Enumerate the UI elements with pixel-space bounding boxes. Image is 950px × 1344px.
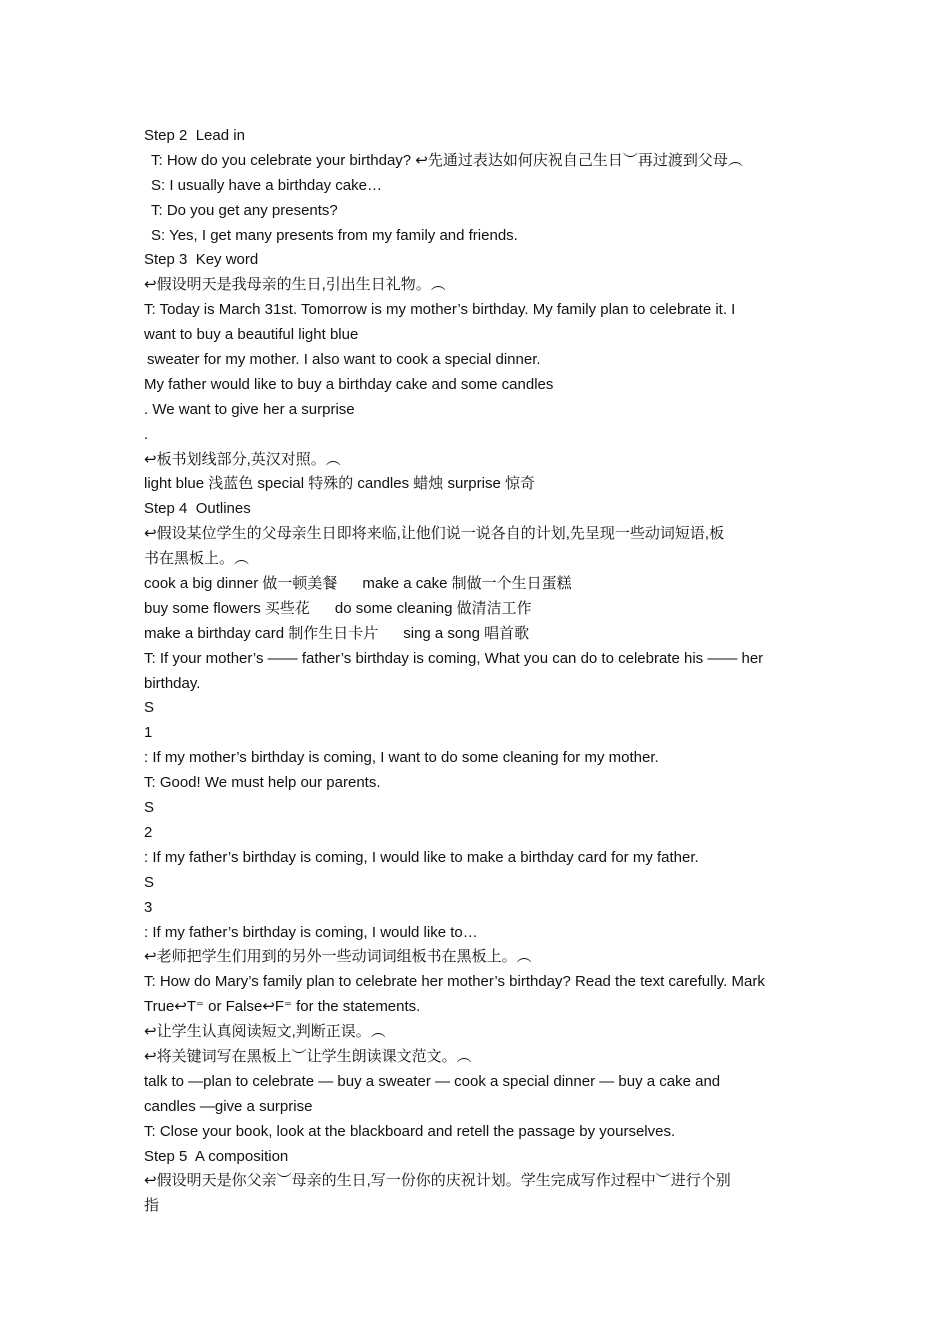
teacher-note: ↩假设明天是我母亲的生日,引出生日礼物。︵ [144,276,446,294]
text-line: 2 [144,823,153,841]
teacher-note: 书在黑板上。︵ [144,550,250,568]
phrase-line: buy some flowers 买些花 do some cleaning 做清洁工作 [144,599,532,617]
text-line: 3 [144,898,153,916]
teacher-note: ↩将关键词写在黑板上︶让学生朗读课文范文。︵ [144,1047,472,1065]
text-line: want to buy a beautiful light blue [144,326,359,344]
text-line: T: Good! We must help our parents. [144,774,381,792]
step-4-heading: Step 4 Outlines [144,500,251,518]
text-line: birthday. [144,674,201,692]
step-5-heading: Step 5 A composition [144,1147,289,1165]
text-line: T: How do Mary’s family plan to celebrate her mother’s birthday? Read the text carefully. Mark [144,973,765,991]
text-line: candles —give a surprise [144,1097,313,1115]
teacher-note: ↩假设某位学生的父母亲生日即将来临,让他们说一说各自的计划,先呈现一些动词短语,板 [144,525,725,543]
text-line: . We want to give her a surprise [144,400,355,418]
text-line: T: Close your book, look at the blackboard and retell the passage by yourselves. [144,1122,676,1140]
dialogue-line: T: Do you get any presents? [151,201,338,219]
phrase-line: make a birthday card 制作生日卡片 sing a song 唱首歌 [144,624,530,642]
text-line: . [144,425,149,443]
text-line: T: If your mother’s —— father’s birthday is coming, What you can do to celebrate his —— her [144,649,764,667]
text-line: sweater for my mother. I also want to cook a special dinner. [147,351,541,369]
dialogue-line: S: Yes, I get many presents from my family and friends. [151,226,518,244]
text-line: : If my mother’s birthday is coming, I want to do some cleaning for my mother. [144,749,659,767]
document-page [144,124,824,1219]
text-line: S [144,799,155,817]
text-line: T: Today is March 31st. Tomorrow is my mother’s birthday. My family plan to celebrate it. I [144,301,736,319]
teacher-note: ↩假设明天是你父亲︶母亲的生日,写一份你的庆祝计划。学生完成写作过程中︶进行个别 [144,1172,731,1190]
step-3-heading: Step 3 Key word [144,251,259,269]
text-line: : If my father’s birthday is coming, I would like to… [144,923,478,941]
step-2-heading: Step 2 Lead in [144,127,245,144]
dialogue-line: S: I usually have a birthday cake… [151,176,382,194]
text-line: S [144,699,155,717]
teacher-note: ↩老师把学生们用到的另外一些动词词组板书在黑板上。︵ [144,948,532,966]
teacher-note: ↩板书划线部分,英汉对照。︵ [144,450,341,468]
text-line: True↩T⁼ or False↩F⁼ for the statements. [144,998,421,1016]
phrase-line: cook a big dinner 做一顿美餐 make a cake 制做一个生日蛋糕 [144,575,572,593]
dialogue-line: T: How do you celebrate your birthday? ↩先通过表达如何庆祝自己生日︶再过渡到父母︵ [151,151,743,169]
text-line: S [144,873,155,891]
text-line: talk to —plan to celebrate — buy a sweater — cook a special dinner — buy a cake and [144,1072,721,1090]
text-line: : If my father’s birthday is coming, I would like to make a birthday card for my father. [144,848,699,866]
teacher-note: 指 [144,1197,160,1215]
text-line: 1 [144,724,153,742]
vocabulary-line: light blue 浅蓝色 special 特殊的 candles 蜡烛 surprise 惊奇 [144,475,535,493]
text-line: My father would like to buy a birthday cake and some candles [144,375,554,393]
teacher-note: ↩让学生认真阅读短文,判断正误。︵ [144,1023,386,1041]
